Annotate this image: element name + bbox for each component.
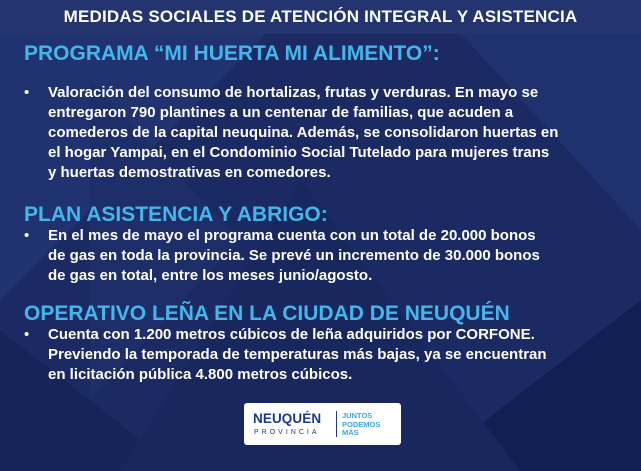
neuquen-provincia-logo	[244, 403, 401, 445]
bullet-lena	[24, 325, 624, 385]
bullet-line: entregaron 790 plantines a un centenar de familias, que acuden a	[48, 104, 514, 121]
bullet-abrigo	[24, 226, 624, 286]
logo-name: NEUQUÉN	[253, 411, 322, 426]
bullet-dot: •	[24, 84, 30, 101]
bullet-line: Valoración del consumo de hortalizas, frutas y verduras. En mayo se	[48, 84, 539, 101]
bullet-line: En el mes de mayo el programa cuenta con un total de 20.000 bonos	[48, 227, 536, 244]
slogan-line: JUNTOS	[342, 411, 373, 420]
bullet-line: el hogar Yampai, en el Condominio Social Tutelado para mujeres trans	[48, 144, 550, 161]
header-title: MEDIDAS SOCIALES DE ATENCIÓN INTEGRAL Y ASISTENCIA	[63, 7, 578, 26]
bullet-line: y huertas demostrativas en comedores.	[48, 164, 331, 181]
bullet-line: en licitación pública 4.800 metros cúbicos.	[48, 366, 353, 383]
logo-slogan	[342, 412, 398, 438]
bullet-dot: •	[24, 227, 30, 244]
bullet-huerta	[24, 83, 624, 183]
slogan-line: MÁS	[342, 428, 359, 437]
bullet-line: de gas en toda la provincia. Se prevé un incremento de 30.000 bonos	[48, 247, 540, 264]
bullet-text-lena	[48, 325, 628, 385]
bullet-line: Cuenta con 1.200 metros cúbicos de leña adquiridos por CORFONE.	[48, 326, 535, 343]
bullet-text-huerta	[48, 83, 628, 183]
bullet-text-abrigo	[48, 226, 628, 286]
bullet-line: Previendo la temporada de temperaturas más bajas, ya se encuentran	[48, 346, 547, 363]
page-header	[0, 0, 641, 34]
logo-subtitle: PROVINCIA	[254, 429, 320, 436]
bullet-line: de gas en total, entre los meses junio/agosto.	[48, 267, 373, 284]
bullet-dot: •	[24, 326, 30, 343]
section-title-abrigo: PLAN ASISTENCIA Y ABRIGO:	[24, 203, 328, 226]
logo-divider	[336, 411, 337, 437]
section-title-lena: OPERATIVO LEÑA EN LA CIUDAD DE NEUQUÉN	[24, 302, 510, 325]
slogan-line: PODEMOS	[342, 419, 381, 429]
section-title-huerta: PROGRAMA “MI HUERTA MI ALIMENTO”:	[24, 42, 440, 65]
bullet-line: comederos de la capital neuquina. Además, se consolidaron huertas en	[48, 124, 559, 141]
